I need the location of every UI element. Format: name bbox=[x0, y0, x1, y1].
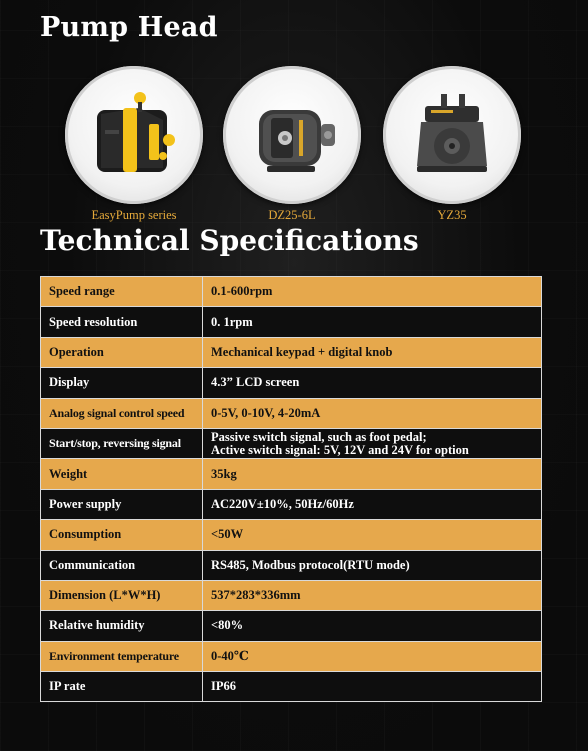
spec-label: Consumption bbox=[41, 520, 203, 550]
spec-label: Environment temperature bbox=[41, 641, 203, 671]
easypump-pump-image bbox=[65, 66, 203, 204]
table-row bbox=[41, 611, 542, 641]
spec-label: Speed resolution bbox=[41, 307, 203, 337]
pump-head-title: Pump Head bbox=[40, 12, 218, 43]
spec-label: Power supply bbox=[41, 489, 203, 519]
spec-label: Operation bbox=[41, 337, 203, 367]
spec-label: Start/stop, reversing signal bbox=[41, 428, 203, 458]
table-row bbox=[41, 368, 542, 398]
spec-value: 0-40℃ bbox=[203, 641, 542, 671]
spec-label: Relative humidity bbox=[41, 611, 203, 641]
spec-label: Display bbox=[41, 368, 203, 398]
spec-value: RS485, Modbus protocol(RTU mode) bbox=[203, 550, 542, 580]
spec-value: 0. 1rpm bbox=[203, 307, 542, 337]
table-row bbox=[41, 580, 542, 610]
spec-label: Speed range bbox=[41, 277, 203, 307]
pump-card-easypump[interactable] bbox=[59, 66, 209, 223]
spec-value: 4.3” LCD screen bbox=[203, 368, 542, 398]
table-row bbox=[41, 337, 542, 367]
pump-card-dz25[interactable] bbox=[217, 66, 367, 223]
table-row bbox=[41, 459, 542, 489]
table-row bbox=[41, 672, 542, 702]
table-row bbox=[41, 307, 542, 337]
spec-label: IP rate bbox=[41, 672, 203, 702]
spec-value: 35kg bbox=[203, 459, 542, 489]
pump-caption-yz35: YZ35 bbox=[437, 208, 467, 222]
pump-card-yz35[interactable] bbox=[377, 66, 527, 223]
table-row bbox=[41, 428, 542, 458]
spec-label: Analog signal control speed bbox=[41, 398, 203, 428]
spec-value: 537*283*336mm bbox=[203, 580, 542, 610]
table-row bbox=[41, 520, 542, 550]
spec-value: IP66 bbox=[203, 672, 542, 702]
spec-value-line-1: Passive switch signal, such as foot pedal; bbox=[211, 429, 427, 444]
pump-gallery bbox=[0, 66, 588, 222]
spec-value: 0.1-600rpm bbox=[203, 277, 542, 307]
spec-value: AC220V±10%, 50Hz/60Hz bbox=[203, 489, 542, 519]
table-row bbox=[41, 277, 542, 307]
spec-label: Weight bbox=[41, 459, 203, 489]
spec-value-line-2: Active switch signal: 5V, 12V and 24V for option bbox=[211, 442, 469, 457]
spec-table bbox=[40, 276, 542, 702]
technical-specifications-title: Technical Specifications bbox=[40, 224, 419, 257]
spec-label: Dimension (L*W*H) bbox=[41, 580, 203, 610]
pump-caption-easypump: EasyPump series bbox=[91, 208, 177, 222]
spec-value: <50W bbox=[203, 520, 542, 550]
table-row bbox=[41, 550, 542, 580]
spec-value: <80% bbox=[203, 611, 542, 641]
table-row bbox=[41, 489, 542, 519]
spec-value: 0-5V, 0-10V, 4-20mA bbox=[203, 398, 542, 428]
pump-caption-dz25: DZ25-6L bbox=[268, 208, 316, 222]
spec-value: Mechanical keypad + digital knob bbox=[203, 337, 542, 367]
spec-label: Communication bbox=[41, 550, 203, 580]
yz35-pump-image bbox=[383, 66, 521, 204]
spec-value bbox=[203, 428, 542, 458]
table-row bbox=[41, 641, 542, 671]
dz25-6l-pump-image bbox=[223, 66, 361, 204]
table-row bbox=[41, 398, 542, 428]
